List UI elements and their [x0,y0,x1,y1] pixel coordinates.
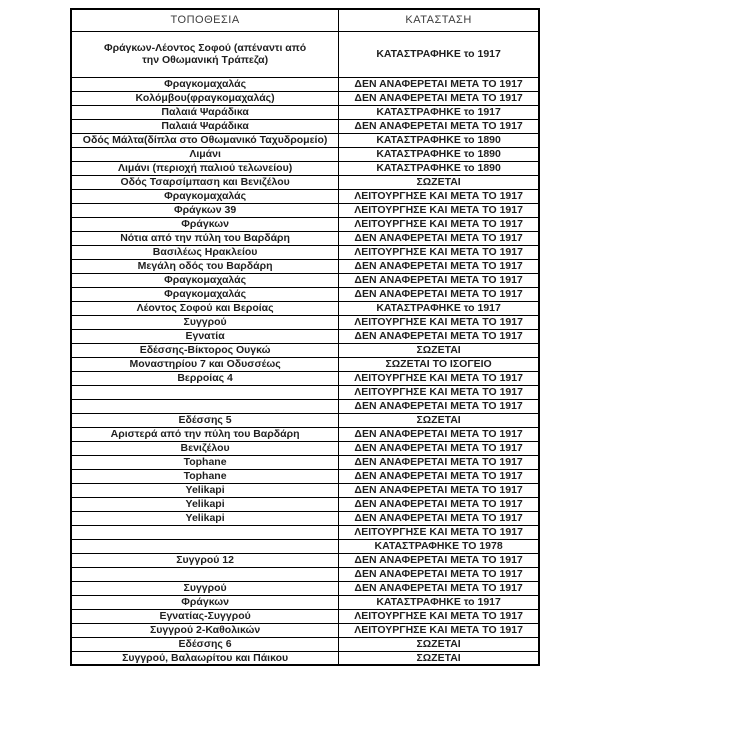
table-row [71,609,539,623]
location-cell: Φράγκων [71,595,339,609]
status-cell: ΔΕΝ ΑΝΑΦΕΡΕΤΑΙ ΜΕΤΑ ΤΟ 1917 [339,273,539,287]
location-cell: Παλαιά Ψαράδικα [71,105,339,119]
status-cell: ΛΕΙΤΟΥΡΓΗΣΕ ΚΑΙ ΜΕΤΑ ΤΟ 1917 [339,203,539,217]
table-row [71,343,539,357]
status-cell: ΛΕΙΤΟΥΡΓΗΣΕ ΚΑΙ ΜΕΤΑ ΤΟ 1917 [339,371,539,385]
status-cell: ΔΕΝ ΑΝΑΦΕΡΕΤΑΙ ΜΕΤΑ ΤΟ 1917 [339,427,539,441]
status-cell: ΔΕΝ ΑΝΑΦΕΡΕΤΑΙ ΜΕΤΑ ΤΟ 1917 [339,287,539,301]
table-row [71,217,539,231]
location-cell [71,539,339,553]
location-cell: Λιμάνι [71,147,339,161]
status-cell: ΔΕΝ ΑΝΑΦΕΡΕΤΑΙ ΜΕΤΑ ΤΟ 1917 [339,455,539,469]
status-cell: ΣΩΖΕΤΑΙ [339,413,539,427]
table-row [71,273,539,287]
table-row [71,105,539,119]
header-row [71,9,539,31]
status-cell: ΔΕΝ ΑΝΑΦΕΡΕΤΑΙ ΜΕΤΑ ΤΟ 1917 [339,441,539,455]
table-row [71,525,539,539]
table-row [71,119,539,133]
table-row [71,245,539,259]
location-cell [71,385,339,399]
status-cell: ΔΕΝ ΑΝΑΦΕΡΕΤΑΙ ΜΕΤΑ ΤΟ 1917 [339,329,539,343]
location-cell: Συγγρού [71,581,339,595]
table-row [71,441,539,455]
table-row [71,553,539,567]
status-cell: ΛΕΙΤΟΥΡΓΗΣΕ ΚΑΙ ΜΕΤΑ ΤΟ 1917 [339,315,539,329]
location-cell: Εγνατία [71,329,339,343]
location-cell: Tophane [71,469,339,483]
table-row [71,329,539,343]
table-row [71,581,539,595]
table-row [71,147,539,161]
table-row [71,315,539,329]
table-row [71,31,539,77]
table-row [71,651,539,665]
status-cell: ΣΩΖΕΤΑΙ [339,651,539,665]
location-cell: Συγγρού 12 [71,553,339,567]
location-cell: Εδέσσης-Βίκτορος Ουγκώ [71,343,339,357]
location-cell [71,399,339,413]
location-cell: Yelikapi [71,511,339,525]
table-row [71,189,539,203]
table-row [71,357,539,371]
table-row [71,399,539,413]
status-cell: ΔΕΝ ΑΝΑΦΕΡΕΤΑΙ ΜΕΤΑ ΤΟ 1917 [339,469,539,483]
status-cell: ΔΕΝ ΑΝΑΦΕΡΕΤΑΙ ΜΕΤΑ ΤΟ 1917 [339,483,539,497]
status-cell: ΔΕΝ ΑΝΑΦΕΡΕΤΑΙ ΜΕΤΑ ΤΟ 1917 [339,581,539,595]
location-cell [71,525,339,539]
status-cell: ΛΕΙΤΟΥΡΓΗΣΕ ΚΑΙ ΜΕΤΑ ΤΟ 1917 [339,245,539,259]
table-row [71,497,539,511]
table-row [71,483,539,497]
location-cell: Εγνατίας-Συγγρού [71,609,339,623]
status-cell: ΔΕΝ ΑΝΑΦΕΡΕΤΑΙ ΜΕΤΑ ΤΟ 1917 [339,259,539,273]
status-cell: ΛΕΙΤΟΥΡΓΗΣΕ ΚΑΙ ΜΕΤΑ ΤΟ 1917 [339,609,539,623]
location-cell: Οδός Μάλτα(δίπλα στο Οθωμανικό Ταχυδρομείο) [71,133,339,147]
status-cell: ΚΑΤΑΣΤΡΑΦΗΚΕ το 1917 [339,595,539,609]
status-cell: ΔΕΝ ΑΝΑΦΕΡΕΤΑΙ ΜΕΤΑ ΤΟ 1917 [339,553,539,567]
location-cell: Μοναστηρίου 7 και Οδυσσέως [71,357,339,371]
location-cell: Φράγκων-Λέοντος Σοφού (απέναντι από την Οθωμανική Τράπεζα) [71,31,339,77]
table-row [71,287,539,301]
status-cell: ΚΑΤΑΣΤΡΑΦΗΚΕ το 1890 [339,133,539,147]
status-cell: ΣΩΖΕΤΑΙ [339,175,539,189]
status-cell: ΔΕΝ ΑΝΑΦΕΡΕΤΑΙ ΜΕΤΑ ΤΟ 1917 [339,567,539,581]
location-cell: Tophane [71,455,339,469]
location-cell: Λέοντος Σοφού και Βεροίας [71,301,339,315]
location-cell: Κολόμβου(φραγκομαχαλάς) [71,91,339,105]
table-row [71,203,539,217]
locations-table [70,8,540,666]
table-row [71,539,539,553]
table-row [71,427,539,441]
status-cell: ΔΕΝ ΑΝΑΦΕΡΕΤΑΙ ΜΕΤΑ ΤΟ 1917 [339,399,539,413]
status-cell: ΚΑΤΑΣΤΡΑΦΗΚΕ το 1890 [339,161,539,175]
status-cell: ΛΕΙΤΟΥΡΓΗΣΕ ΚΑΙ ΜΕΤΑ ΤΟ 1917 [339,525,539,539]
location-cell: Συγγρού, Βαλαωρίτου και Πάικου [71,651,339,665]
table-row [71,595,539,609]
table-row [71,175,539,189]
location-cell: Φράγκων 39 [71,203,339,217]
table-row [71,301,539,315]
table-row [71,511,539,525]
column-header-status: ΚΑΤΑΣΤΑΣΗ [339,9,539,31]
status-cell: ΚΑΤΑΣΤΡΑΦΗΚΕ το 1917 [339,105,539,119]
table-row [71,77,539,91]
table-row [71,133,539,147]
location-cell: Φραγκομαχαλάς [71,287,339,301]
location-cell: Φραγκομαχαλάς [71,273,339,287]
status-cell: ΔΕΝ ΑΝΑΦΕΡΕΤΑΙ ΜΕΤΑ ΤΟ 1917 [339,91,539,105]
status-cell: ΔΕΝ ΑΝΑΦΕΡΕΤΑΙ ΜΕΤΑ ΤΟ 1917 [339,77,539,91]
location-cell [71,567,339,581]
location-cell: Φραγκομαχαλάς [71,77,339,91]
table-row [71,637,539,651]
location-cell: Λιμάνι (περιοχή παλιού τελωνείου) [71,161,339,175]
location-cell: Yelikapi [71,497,339,511]
location-cell: Οδός Τσαρσίμπαση και Βενιζέλου [71,175,339,189]
status-cell: ΔΕΝ ΑΝΑΦΕΡΕΤΑΙ ΜΕΤΑ ΤΟ 1917 [339,119,539,133]
status-cell: ΔΕΝ ΑΝΑΦΕΡΕΤΑΙ ΜΕΤΑ ΤΟ 1917 [339,497,539,511]
status-cell: ΚΑΤΑΣΤΡΑΦΗΚΕ το 1917 [339,31,539,77]
location-cell: Yelikapi [71,483,339,497]
location-cell: Εδέσσης 6 [71,637,339,651]
location-cell: Εδέσσης 5 [71,413,339,427]
location-cell: Βασιλέως Ηρακλείου [71,245,339,259]
location-cell: Βενιζέλου [71,441,339,455]
location-cell: Βερροίας 4 [71,371,339,385]
table-row [71,455,539,469]
table-row [71,567,539,581]
status-cell: ΛΕΙΤΟΥΡΓΗΣΕ ΚΑΙ ΜΕΤΑ ΤΟ 1917 [339,189,539,203]
status-cell: ΛΕΙΤΟΥΡΓΗΣΕ ΚΑΙ ΜΕΤΑ ΤΟ 1917 [339,217,539,231]
table-body [71,31,539,665]
location-cell: Φραγκομαχαλάς [71,189,339,203]
location-cell: Συγγρού [71,315,339,329]
status-cell: ΛΕΙΤΟΥΡΓΗΣΕ ΚΑΙ ΜΕΤΑ ΤΟ 1917 [339,623,539,637]
table-row [71,231,539,245]
location-cell: Μεγάλη οδός του Βαρδάρη [71,259,339,273]
location-cell: Παλαιά Ψαράδικα [71,119,339,133]
table-row [71,469,539,483]
status-cell: ΔΕΝ ΑΝΑΦΕΡΕΤΑΙ ΜΕΤΑ ΤΟ 1917 [339,511,539,525]
status-cell: ΣΩΖΕΤΑΙ [339,343,539,357]
column-header-location: ΤΟΠΟΘΕΣΙΑ [71,9,339,31]
status-cell: ΛΕΙΤΟΥΡΓΗΣΕ ΚΑΙ ΜΕΤΑ ΤΟ 1917 [339,385,539,399]
status-cell: ΚΑΤΑΣΤΡΑΦΗΚΕ ΤΟ 1978 [339,539,539,553]
status-cell: ΔΕΝ ΑΝΑΦΕΡΕΤΑΙ ΜΕΤΑ ΤΟ 1917 [339,231,539,245]
location-cell: Φράγκων [71,217,339,231]
location-cell: Συγγρού 2-Καθολικών [71,623,339,637]
status-cell: ΚΑΤΑΣΤΡΑΦΗΚΕ το 1917 [339,301,539,315]
status-cell: ΣΩΖΕΤΑΙ ΤΟ ΙΣΟΓΕΙΟ [339,357,539,371]
table-row [71,385,539,399]
table-row [71,161,539,175]
table-header [71,9,539,31]
table-row [71,371,539,385]
table-row [71,413,539,427]
status-cell: ΣΩΖΕΤΑΙ [339,637,539,651]
location-cell: Αριστερά από την πύλη του Βαρδάρη [71,427,339,441]
table-row [71,623,539,637]
table-row [71,91,539,105]
status-cell: ΚΑΤΑΣΤΡΑΦΗΚΕ το 1890 [339,147,539,161]
location-cell: Νότια από την πύλη του Βαρδάρη [71,231,339,245]
table-row [71,259,539,273]
